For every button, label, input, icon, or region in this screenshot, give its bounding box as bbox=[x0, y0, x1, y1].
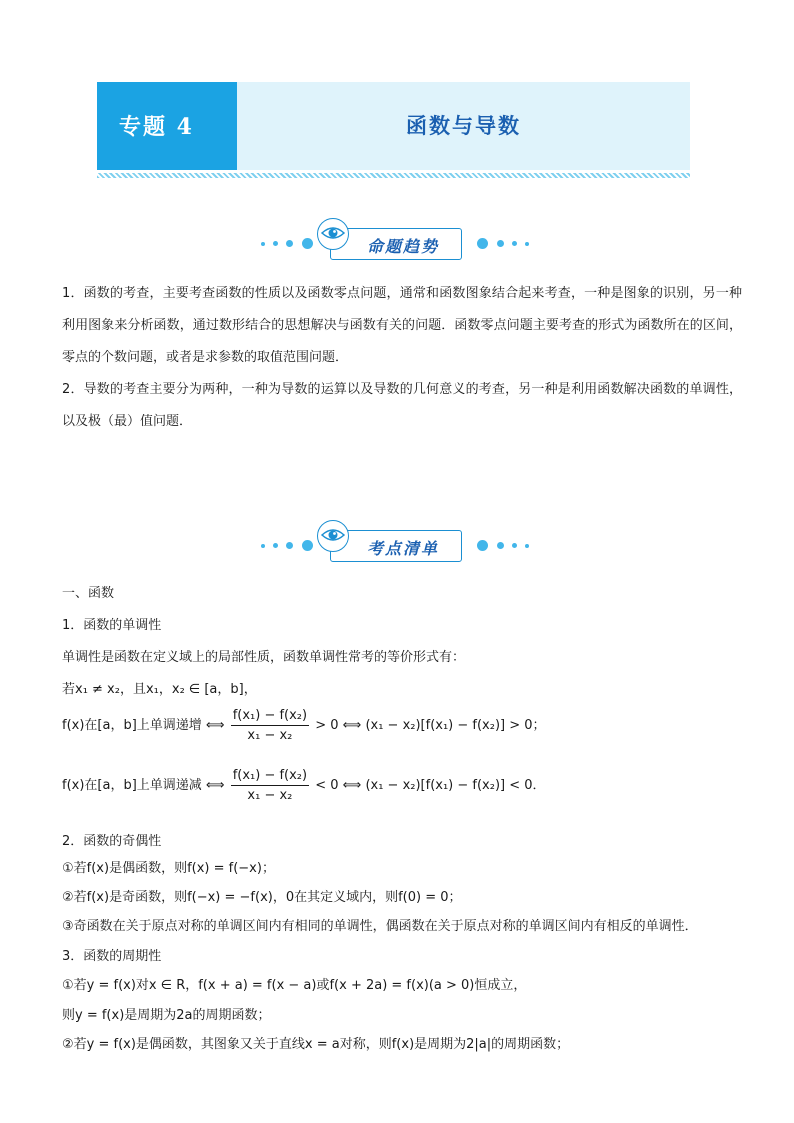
topic-number-block bbox=[97, 82, 237, 170]
section-title: 命题趋势 bbox=[366, 237, 439, 256]
trend-paragraph-2: 2．导数的考查主要分为两种，一种为导数的运算以及导数的几何意义的考查，另一种是利用函数解决函数的单调性，以及极（最）值问题． bbox=[62, 382, 742, 429]
decreasing-equivalence bbox=[62, 768, 546, 803]
section-header-checklist bbox=[255, 520, 535, 566]
decreasing-right: < 0 ⟺ (x₁ − x₂)[f(x₁) − f(x₂)] < 0． bbox=[311, 778, 546, 793]
increasing-right: > 0 ⟺ (x₁ − x₂)[f(x₁) − f(x₂)] > 0； bbox=[311, 718, 546, 733]
eye-icon bbox=[317, 218, 349, 250]
topic-number: 专题 4 bbox=[119, 114, 194, 140]
difference-quotient-fraction bbox=[231, 768, 309, 803]
period-rule-1-conclusion: 则y = f(x)是周期为2a的周期函数； bbox=[62, 1008, 271, 1023]
heading-functions: 一、函数 bbox=[62, 586, 115, 601]
difference-quotient-fraction bbox=[231, 708, 309, 743]
parity-rule-2: ②若f(x)是奇函数，则f(−x) = −f(x)，0在其定义域内，则f(0) = 0； bbox=[62, 890, 462, 905]
section-title-box bbox=[330, 530, 462, 562]
section-header-trend bbox=[255, 218, 535, 264]
increasing-equivalence bbox=[62, 708, 546, 743]
fraction-numerator: f(x₁) − f(x₂) bbox=[231, 768, 309, 786]
period-rule-1: ①若y = f(x)对x ∈ R，f(x + a) = f(x − a)或f(x + 2a) = f(x)(a > 0)恒成立， bbox=[62, 978, 527, 993]
period-rule-2: ②若y = f(x)是偶函数，其图象又关于直线x = a对称，则f(x)是周期为2|a|的周期函数； bbox=[62, 1037, 570, 1052]
decreasing-left: f(x)在[a，b]上单调递减 ⟺ bbox=[62, 778, 229, 793]
fraction-denominator: x₁ − x₂ bbox=[247, 728, 293, 743]
heading-monotonicity: 1．函数的单调性 bbox=[62, 618, 162, 633]
heading-parity: 2．函数的奇偶性 bbox=[62, 834, 162, 849]
fraction-denominator: x₁ − x₂ bbox=[247, 788, 293, 803]
increasing-left: f(x)在[a，b]上单调递增 ⟺ bbox=[62, 718, 229, 733]
fraction-numerator: f(x₁) − f(x₂) bbox=[231, 708, 309, 726]
topic-title: 函数与导数 bbox=[406, 113, 521, 138]
section-title: 考点清单 bbox=[366, 539, 439, 558]
parity-rule-1: ①若f(x)是偶函数，则f(x) = f(−x)； bbox=[62, 861, 275, 876]
topic-banner bbox=[97, 82, 690, 170]
monotonicity-condition: 若x₁ ≠ x₂，且x₁，x₂ ∈ [a，b]， bbox=[62, 682, 257, 697]
trend-paragraph-1: 1．函数的考查，主要考查函数的性质以及函数零点问题，通常和函数图象结合起来考查，一种是图象的识别，另一种利用图象来分析函数，通过数形结合的思想解决与函数有关的问题．函数零点问题主要考查的形式为函数所在的区间，零点的个数问题，或者是求参数的取值范围问题． bbox=[62, 286, 742, 365]
banner-stripe-divider bbox=[97, 173, 690, 178]
heading-periodicity: 3．函数的周期性 bbox=[62, 949, 162, 964]
section-title-box bbox=[330, 228, 462, 260]
eye-icon bbox=[317, 520, 349, 552]
monotonicity-intro: 单调性是函数在定义域上的局部性质，函数单调性常考的等价形式有： bbox=[62, 650, 466, 665]
parity-rule-3: ③奇函数在关于原点对称的单调区间内有相同的单调性，偶函数在关于原点对称的单调区间内有相反的单调性． bbox=[62, 919, 698, 934]
